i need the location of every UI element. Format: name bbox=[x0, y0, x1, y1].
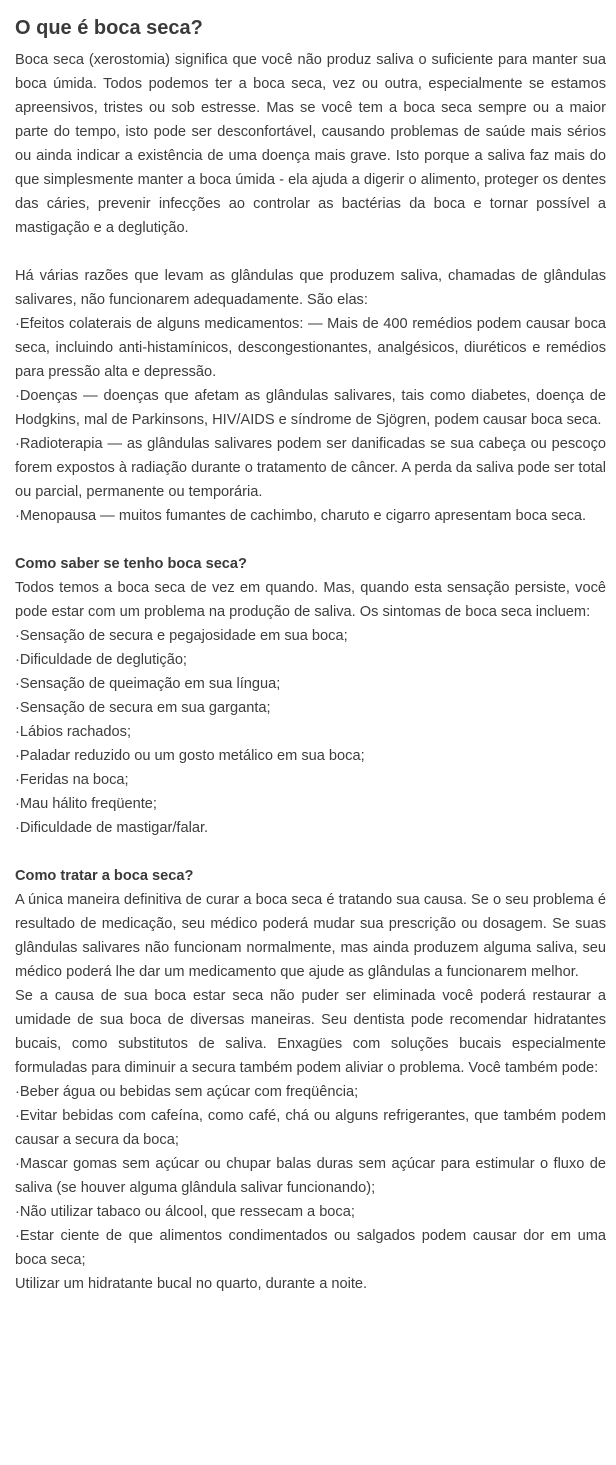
symptom-item: ·Sensação de queimação em sua língua; bbox=[15, 676, 281, 692]
treatment-item: ·Não utilizar tabaco ou álcool, que ressecam a boca; bbox=[15, 1204, 355, 1220]
treatment-heading: Como tratar a boca seca? bbox=[15, 868, 194, 884]
cause-item: ·Efeitos colaterais de alguns medicamentos: — Mais de 400 remédios podem causar boca seca, incluindo anti-histamínicos, descongestionantes, analgésicos, diuréticos e remédios para pressão alta e depressão. bbox=[15, 316, 606, 380]
cause-item: ·Radioterapia — as glândulas salivares podem ser danificadas se sua cabeça ou pescoço forem expostos à radiação durante o tratamento de câncer. A perda da saliva pode ser total ou parcial, permanente ou temporária. bbox=[15, 436, 606, 500]
symptom-item: ·Lábios rachados; bbox=[15, 724, 132, 740]
treatment-item: ·Estar ciente de que alimentos condimentados ou salgados podem causar dor em uma boca seca; bbox=[15, 1228, 606, 1268]
symptom-item: ·Dificuldade de mastigar/falar. bbox=[15, 820, 209, 836]
symptom-item: ·Dificuldade de deglutição; bbox=[15, 652, 187, 668]
symptom-item: ·Paladar reduzido ou um gosto metálico em sua boca; bbox=[15, 748, 365, 764]
symptom-item: ·Feridas na boca; bbox=[15, 772, 129, 788]
symptom-item: ·Sensação de secura e pegajosidade em sua boca; bbox=[15, 628, 348, 644]
symptoms-lead: Todos temos a boca seca de vez em quando. Mas, quando esta sensação persiste, você pode estar com um problema na produção de saliva. Os sintomas de boca seca incluem: bbox=[15, 580, 606, 620]
spacer bbox=[15, 528, 606, 552]
page-title: O que é boca seca? bbox=[15, 17, 203, 39]
intro-paragraph: Boca seca (xerostomia) significa que você não produz saliva o suficiente para manter sua boca úmida. Todos podemos ter a boca seca, vez ou outra, especialmente se estamos apreensivos, tristes ou sob estresse. Mas se você tem a boca seca sempre ou a maior parte do tempo, isto pode ser desconfortável, causando problemas de saúde mais sérios ou ainda indicar a existência de uma doença mais grave. Isto porque a saliva faz mais do que simplesmente manter a boca úmida - ela ajuda a digerir o alimento, proteger os dentes das cáries, prevenir infecções ao controlar as bactérias da boca e tornar possível a mastigação e a deglutição. bbox=[15, 52, 606, 236]
treatment-paragraph: A única maneira definitiva de curar a boca seca é tratando sua causa. Se o seu problema é resultado de medicação, seu médico poderá mudar sua prescrição ou dosagem. Se suas glândulas salivares não funcionam normalmente, mas ainda produzem alguma saliva, seu médico poderá lhe dar um medicamento que ajude as glândulas a funcionarem melhor. bbox=[15, 892, 606, 980]
treatment-item: Utilizar um hidratante bucal no quarto, durante a noite. bbox=[15, 1276, 368, 1292]
symptom-item: ·Mau hálito freqüente; bbox=[15, 796, 157, 812]
treatment-item: ·Beber água ou bebidas sem açúcar com freqüência; bbox=[15, 1084, 359, 1100]
treatment-item: ·Mascar gomas sem açúcar ou chupar balas duras sem açúcar para estimular o fluxo de saliva (se houver alguma glândula salivar funcionando); bbox=[15, 1156, 606, 1196]
spacer bbox=[15, 840, 606, 864]
spacer bbox=[15, 240, 606, 264]
symptoms-heading: Como saber se tenho boca seca? bbox=[15, 556, 247, 572]
cause-item: ·Doenças — doenças que afetam as glândulas salivares, tais como diabetes, doença de Hodgkins, mal de Parkinsons, HIV/AIDS e síndrome de Sjögren, podem causar boca seca. bbox=[15, 388, 606, 428]
cause-item: ·Menopausa — muitos fumantes de cachimbo, charuto e cigarro apresentam boca seca. bbox=[15, 508, 587, 524]
symptom-item: ·Sensação de secura em sua garganta; bbox=[15, 700, 271, 716]
treatment-item: ·Evitar bebidas com cafeína, como café, chá ou alguns refrigerantes, que também podem causar a secura da boca; bbox=[15, 1108, 606, 1148]
causes-lead: Há várias razões que levam as glândulas que produzem saliva, chamadas de glândulas salivares, não funcionarem adequadamente. São elas: bbox=[15, 268, 606, 308]
treatment-paragraph: Se a causa de sua boca estar seca não puder ser eliminada você poderá restaurar a umidade de sua boca de diversas maneiras. Seu dentista pode recomendar hidratantes bucais, como substitutos de saliva. Enxagües com soluções bucais especialmente formuladas para diminuir a secura também podem aliviar o problema. Você também pode: bbox=[15, 988, 606, 1076]
